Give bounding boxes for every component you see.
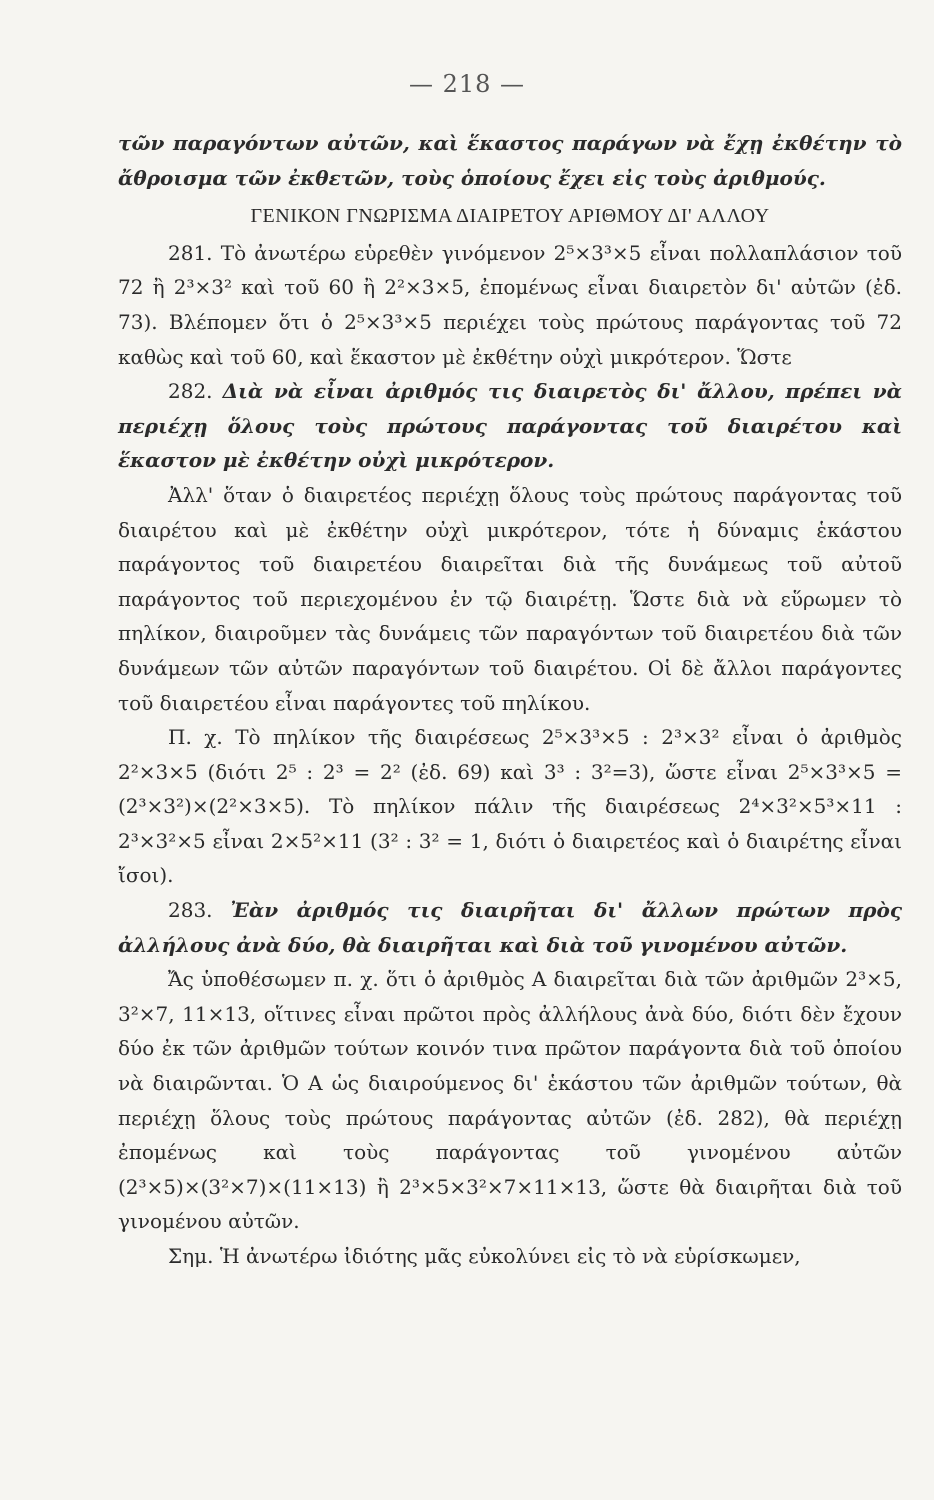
paragraph-281: 281. Τὸ ἀνωτέρω εὑρεθὲν γινόμενον 2⁵×3³×5 εἶναι πολλαπλάσιον τοῦ 72 ἢ 2³×3² καὶ τοῦ 60 ἢ 2²×3×5, ἐπομένως εἶναι διαιρετὸν δι' αὐτῶν (ἐδ. 73). Βλέπομεν ὅτι ὁ 2⁵×3³×5 περιέχει τοὺς πρώτους παράγοντας τοῦ 72 καθὼς καὶ τοῦ 60, καὶ ἕκαστον μὲ ἐκθέτην οὐχὶ μικρότερον. Ὥστε [118,240,902,369]
rule-283: Ἐὰν ἀριθμός τις διαιρῆται δι' ἄλλων πρώτων πρὸς ἀλλήλους ἀνὰ δύο, θὰ διαιρῆται καὶ διὰ τοῦ γινομένου αὐτῶν. [118,898,902,957]
note-paragraph: Σημ. Ἡ ἀνωτέρω ἰδιότης μᾶς εὐκολύνει εἰς τὸ νὰ εὑρίσκωμεν, [168,1244,801,1268]
paragraph-283-text: Ἄς ὑποθέσωμεν π. χ. ὅτι ὁ ἀριθμὸς Α διαιρεῖται διὰ τῶν ἀριθμῶν 2³×5, 3²×7, 11×13, οἵτινες εἶναι πρῶτοι πρὸς ἀλλήλους ἀνὰ δύο, διότι δὲν ἔχουν δύο ἐκ τῶν ἀριθμῶν τούτων κοινόν τινα πρῶτον παράγοντα διὰ τοῦ ὁποίου νὰ διαιρῶνται. Ὁ Α ὡς διαιρούμενος δι' ἑκάστου τῶν ἀριθμῶν τούτων, θὰ περιέχῃ ὅλους τοὺς πρώτους παράγοντας αὐτῶν (ἐδ. 282), θὰ περιέχῃ ἐπομένως καὶ τοὺς παράγοντας τοῦ γινομένου αὐτῶν (2³×5)×(3²×7)×(11×13) ἢ 2³×5×3²×7×11×13, ὥστε θὰ διαιρῆται διὰ τοῦ γινομένου αὐτῶν. [118,967,902,1234]
paragraph-283-rule [118,893,902,962]
paragraph-282-number: 282. [168,379,223,404]
example-paragraph: Π. χ. Τὸ πηλίκον τῆς διαιρέσεως 2⁵×3³×5 : 2³×3² εἶναι ὁ ἀριθμὸς 2²×3×5 (διότι 2⁵ : 2³ = 2² (ἐδ. 69) καὶ 3³ : 3²=3), ὥστε εἶναι 2⁵×3³×5 = (2³×3²)×(2²×3×5). Τὸ πηλίκον πάλιν τῆς διαιρέσεως 2⁴×3²×5³×11 : 2³×3²×5 εἶναι 2×5²×11 (3² : 3² = 1, διότι ὁ διαιρετέος καὶ ὁ διαιρέτης εἶναι ἴσοι). [118,725,902,888]
page-number: — 218 — [408,70,526,98]
paragraph-282-text: Ἀλλ' ὅταν ὁ διαιρετέος περιέχῃ ὅλους τοὺς πρώτους παράγοντας τοῦ διαιρέτου καὶ μὲ ἐκθέτην οὐχὶ μικρότερον, τότε ἡ δύναμις ἑκάστου παράγοντος τοῦ διαιρετέου διαιρεῖται διὰ τῆς δυνάμεως τοῦ αὐτοῦ παράγοντος τοῦ περιεχομένου ἐν τῷ διαιρέτῃ. Ὥστε διὰ νὰ εὕρωμεν τὸ πηλίκον, διαιροῦμεν τὰς δυνάμεις τῶν παραγόντων τοῦ διαιρετέου διὰ τῶν δυνάμεων τῶν αὐτῶν παραγόντων τοῦ διαιρέτου. Οἱ δὲ ἄλλοι παράγοντες τοῦ διαιρετέου εἶναι παράγοντες τοῦ πηλίκου. [118,482,902,715]
page-body [118,126,902,1274]
rule-282: Διὰ νὰ εἶναι ἀριθμός τις διαιρετὸς δι' ἄλλου, πρέπει νὰ περιέχῃ ὅλους τοὺς πρώτους παράγοντας τοῦ διαιρέτου καὶ ἕκαστον μὲ ἐκθέτην οὐχὶ μικρότερον. [118,379,902,473]
paragraph-282-rule [118,374,902,478]
section-heading: ΓΕΝΙΚΟΝ ΓΝΩΡΙΣΜΑ ΔΙΑΙΡΕΤΟΥ ΑΡΙΘΜΟΥ ΔΙ' ΑΛΛΟΥ [250,205,770,228]
paragraph-283-number: 283. [168,898,231,923]
intro-text: τῶν παραγόντων αὐτῶν, καὶ ἕκαστος παράγων νὰ ἔχῃ ἐκθέτην τὸ ἄθροισμα τῶν ἐκθετῶν, τοὺς ὁποίους ἔχει εἰς τοὺς ἀριθμούς. [118,131,902,190]
